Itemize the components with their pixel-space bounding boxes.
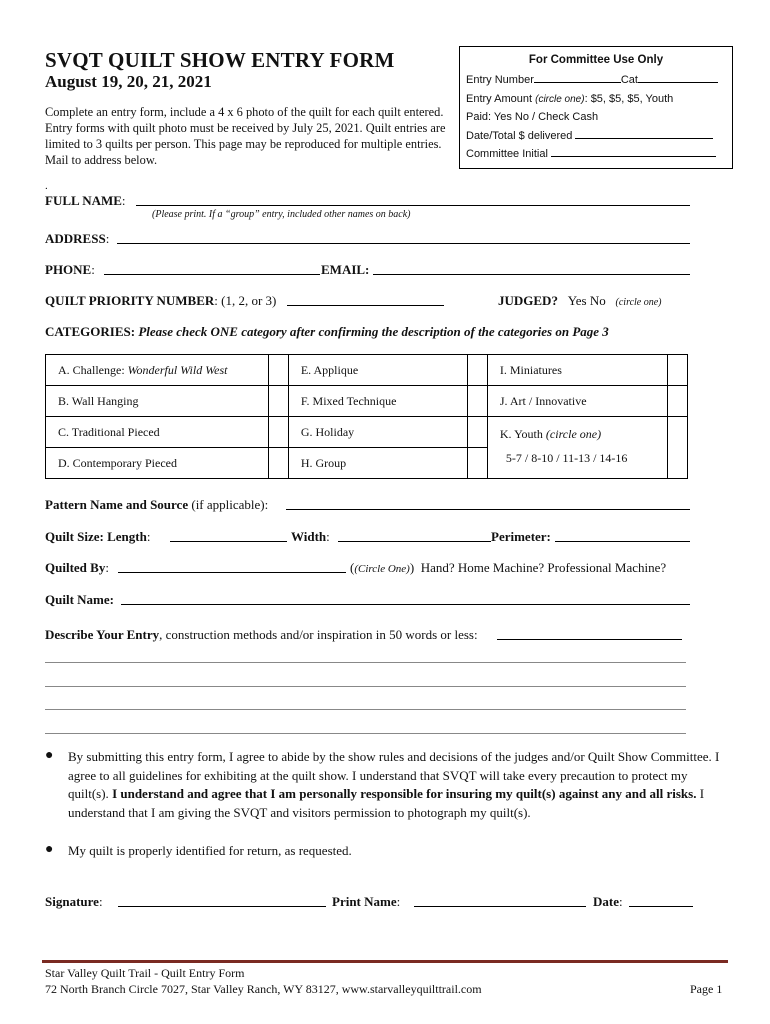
- describe-line-2[interactable]: [45, 686, 686, 687]
- signature-field[interactable]: [118, 906, 326, 907]
- quilted-by-field[interactable]: [118, 572, 346, 573]
- date-field[interactable]: [629, 906, 693, 907]
- quilted-method: ((Circle One)) Hand? Home Machine? Professional Machine?: [350, 560, 667, 575]
- address-field[interactable]: [117, 243, 690, 244]
- quilt-size-label: Quilt Size: Length:: [45, 529, 151, 544]
- category-e: E. Applique: [288, 355, 467, 386]
- quilted-method-options[interactable]: Hand? Home Machine? Professional Machine?: [420, 560, 667, 575]
- footer-line-1: Star Valley Quilt Trail - Quilt Entry Form: [45, 966, 245, 980]
- date-total-row: Date/Total $ delivered: [466, 127, 732, 146]
- describe-label: Describe Your Entry, construction methods and/or inspiration in 50 words or less:: [45, 627, 478, 642]
- category-c-checkbox[interactable]: [269, 417, 289, 448]
- entry-number-row: Entry Number Cat: [466, 71, 732, 90]
- category-a-checkbox[interactable]: [269, 355, 289, 386]
- phone-label: PHONE:: [45, 262, 95, 277]
- judged-options[interactable]: Yes No: [567, 293, 606, 308]
- category-d: D. Contemporary Pieced: [46, 448, 269, 479]
- full-name-field[interactable]: [136, 205, 690, 206]
- category-a: A. Challenge: Wonderful Wild West: [46, 355, 269, 386]
- perimeter-label: Perimeter:: [491, 529, 551, 544]
- address-label: ADDRESS:: [45, 231, 110, 246]
- paid-row: Paid: Yes No / Check Cash: [466, 111, 599, 123]
- quilt-name-field[interactable]: [121, 604, 690, 605]
- footer-rule: [42, 960, 728, 963]
- category-g-checkbox[interactable]: [468, 417, 488, 448]
- categories-header: CATEGORIES: Please check ONE category after confirming the description of the categories on Page 3: [45, 324, 609, 339]
- perimeter-field[interactable]: [555, 541, 690, 542]
- category-i: I. Miniatures: [487, 355, 667, 386]
- describe-line-4[interactable]: [45, 733, 686, 734]
- bullet-icon: ●: [45, 842, 54, 857]
- committee-title: For Committee Use Only: [528, 54, 664, 66]
- category-i-checkbox[interactable]: [668, 355, 688, 386]
- cat-field[interactable]: [638, 71, 718, 83]
- print-name-field[interactable]: [414, 906, 586, 907]
- describe-line-1[interactable]: [45, 662, 686, 663]
- describe-line-3[interactable]: [45, 709, 686, 710]
- length-field[interactable]: [170, 541, 287, 542]
- footer-address: 72 North Branch Circle 7027, Star Valley Ranch, WY 83127, www.starvalleyquilttrail.com: [45, 982, 482, 996]
- agreement-identified: My quilt is properly identified for return, as requested.: [68, 843, 352, 858]
- committee-initial-field[interactable]: [551, 145, 716, 157]
- full-name-note: (Please print. If a “group” entry, included other names on back): [152, 209, 411, 220]
- category-f: F. Mixed Technique: [288, 386, 467, 417]
- entry-amount-row: Entry Amount (circle one): $5, $5, $5, Youth: [466, 92, 674, 105]
- category-b: B. Wall Hanging: [46, 386, 269, 417]
- phone-field[interactable]: [104, 274, 320, 275]
- category-c: C. Traditional Pieced: [46, 417, 269, 448]
- category-h: H. Group: [288, 448, 467, 479]
- entry-number-field[interactable]: [534, 71, 621, 83]
- category-g: G. Holiday: [288, 417, 467, 448]
- committee-initial-row: Committee Initial: [466, 145, 732, 164]
- category-f-checkbox[interactable]: [468, 386, 488, 417]
- width-field[interactable]: [338, 541, 491, 542]
- email-label: EMAIL:: [321, 262, 370, 277]
- youth-age-options[interactable]: 5-7 / 8-10 / 11-13 / 14-16: [505, 451, 628, 465]
- form-title: SVQT QUILT SHOW ENTRY FORM: [45, 48, 395, 72]
- categories-table: [45, 354, 688, 479]
- email-field[interactable]: [373, 274, 690, 275]
- priority-field[interactable]: [287, 305, 444, 306]
- date-total-field[interactable]: [575, 127, 713, 139]
- full-name-label: FULL NAME:: [45, 193, 126, 208]
- page-number: Page 1: [690, 982, 723, 996]
- describe-field-first[interactable]: [497, 639, 682, 640]
- judged-label: JUDGED? Yes No (circle one): [498, 293, 662, 308]
- quilted-by-label: Quilted By:: [45, 560, 109, 575]
- date-label: Date:: [593, 894, 623, 909]
- print-name-label: Print Name:: [332, 894, 401, 909]
- intro-text: Complete an entry form, include a 4 x 6 photo of the quilt for each quilt entered. Entry forms with quilt photo must be received by July 25, 2021. Quilt entries are limited to 3 quilts per person. This page may be reproduced for multiple entries. Mail to address below.: [45, 105, 446, 167]
- priority-label: QUILT PRIORITY NUMBER: (1, 2, or 3): [45, 293, 277, 308]
- category-j: J. Art / Innovative: [487, 386, 667, 417]
- category-j-checkbox[interactable]: [668, 386, 688, 417]
- agreement-terms: By submitting this entry form, I agree to abide by the show rules and decisions of the judges and/or Quilt Show Committee. I agree to all guidelines for exhibiting at the quilt show. I understand that SVQT will take every precaution to protect my quilt(s). I understand and agree that I am personally responsible for insuring my quilt(s) against any and all risks. I understand that I am giving the SVQT and visitors permission to photograph my quilt(s).: [68, 749, 720, 820]
- pattern-label: Pattern Name and Source (if applicable):: [45, 497, 269, 512]
- category-d-checkbox[interactable]: [269, 448, 289, 479]
- bullet-icon: ●: [45, 748, 54, 763]
- stray-dot: .: [45, 180, 48, 192]
- committee-use-box: [459, 46, 733, 169]
- width-label: Width:: [291, 529, 330, 544]
- category-k-checkbox[interactable]: [668, 417, 688, 479]
- pattern-field[interactable]: [286, 509, 690, 510]
- category-h-checkbox[interactable]: [468, 448, 488, 479]
- show-dates: August 19, 20, 21, 2021: [45, 72, 212, 91]
- quilt-name-label: Quilt Name:: [45, 592, 114, 607]
- category-b-checkbox[interactable]: [269, 386, 289, 417]
- signature-label: Signature:: [45, 894, 103, 909]
- category-e-checkbox[interactable]: [468, 355, 488, 386]
- category-k: K. Youth (circle one) 5-7 / 8-10 / 11-13 / 14-16: [487, 417, 667, 479]
